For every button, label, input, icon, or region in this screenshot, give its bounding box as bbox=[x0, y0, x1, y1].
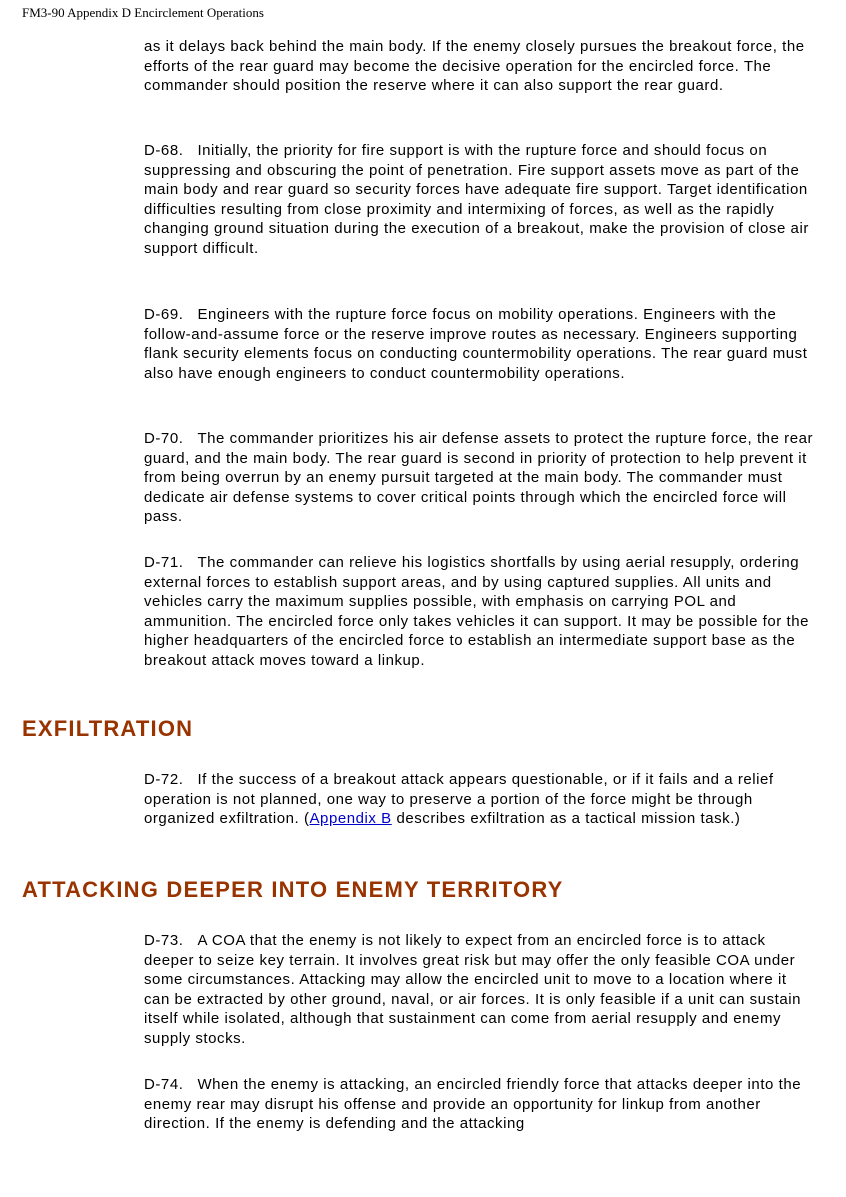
appendix-b-link[interactable]: Appendix B bbox=[309, 810, 392, 828]
paragraph-text: The commander prioritizes his air defense assets to protect the rupture force, the rear guard, and the main body. The rear guard is second in priority of protection to help prevent it from being overrun by an enemy pursuit targeted at the main body. The commander must dedicate air defense systems to cover critical points through which the encircled force will pass. bbox=[144, 430, 814, 526]
paragraph-d74 bbox=[144, 1075, 814, 1134]
paragraph-text: A COA that the enemy is not likely to expect from an encircled force is to attack deeper to seize key terrain. It involves great risk but may offer the only feasible COA under some circumstances. Attacking may allow the encircled unit to move to a location where it can be extracted by other ground, naval, or air forces. It is only feasible if a unit can sustain itself while isolated, although that sustainment can come from aerial resupply and enemy supply stocks. bbox=[144, 932, 802, 1047]
paragraph-d73 bbox=[144, 931, 814, 1049]
paragraph-text: If the success of a breakout attack appears questionable, or if it fails and a relief operation is not planned, one way to preserve a portion of the force might be through organized exfiltration. ( bbox=[144, 771, 774, 828]
section-heading-attacking-deeper: ATTACKING DEEPER INTO ENEMY TERRITORY bbox=[22, 877, 564, 902]
paragraph-text-after-link: describes exfiltration as a tactical mission task.) bbox=[391, 810, 741, 828]
paragraph-text: Initially, the priority for fire support is with the rupture force and should focus on suppressing and obscuring the point of penetration. Fire support assets move as part of the main body and rear guard so security forces have adequate fire support. Target identification difficulties resulting from close proximity and intermixing of forces, as well as the rapidly changing ground situation during the execution of a breakout, make the provision of close air support difficult. bbox=[144, 142, 809, 257]
paragraph-number: D-68. bbox=[144, 142, 184, 159]
running-header: FM3-90 Appendix D Encirclement Operations bbox=[22, 5, 264, 20]
paragraph-d72 bbox=[144, 770, 814, 829]
paragraph-number: D-74. bbox=[144, 1076, 184, 1093]
paragraph-d70 bbox=[144, 429, 814, 527]
paragraph-d71 bbox=[144, 553, 814, 671]
paragraph-number: D-70. bbox=[144, 430, 184, 447]
paragraph-d68 bbox=[144, 141, 814, 259]
section-heading-exfiltration: EXFILTRATION bbox=[22, 716, 194, 741]
paragraph-d69 bbox=[144, 305, 814, 383]
paragraph-text: Engineers with the rupture force focus on mobility operations. Engineers with the follow-and-assume force or the reserve improve routes as necessary. Engineers supporting flank security elements focus on conducting countermobility operations. The rear guard must also have enough engineers to conduct countermobility operations. bbox=[144, 306, 808, 382]
paragraph-text: When the enemy is attacking, an encircled friendly force that attacks deeper into the enemy rear may disrupt his offense and provide an opportunity for linkup from another direction. If the enemy is defending and the attacking bbox=[144, 1076, 802, 1133]
paragraph-text: The commander can relieve his logistics shortfalls by using aerial resupply, ordering external forces to establish support areas, and by using captured supplies. All units and vehicles carry the maximum supplies possible, with emphasis on carrying POL and ammunition. The encircled force only takes vehicles it can support. It may be possible for the higher headquarters of the encircled force to establish an intermediate support base as the breakout attack moves toward a linkup. bbox=[144, 554, 810, 669]
paragraph-number: D-71. bbox=[144, 554, 184, 571]
paragraph-continued: as it delays back behind the main body. If the enemy closely pursues the breakout force, the efforts of the rear guard may become the decisive operation for the encircled force. The commander should position the reserve where it can also support the rear guard. bbox=[144, 38, 805, 95]
paragraph-number: D-69. bbox=[144, 306, 184, 323]
paragraph-number: D-73. bbox=[144, 932, 184, 949]
paragraph-number: D-72. bbox=[144, 771, 184, 788]
